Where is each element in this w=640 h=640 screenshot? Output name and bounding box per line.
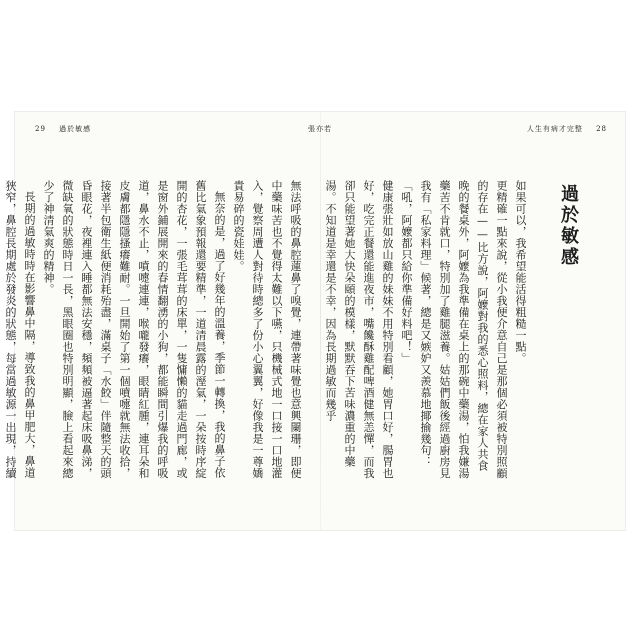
right-page-header (527, 124, 607, 134)
chapter-title: 過於敏感 (558, 184, 579, 268)
paragraph: 無奈的是，過了好幾年的溫養，季節一轉換，我的鼻子依舊比氣象預報還要精準，一道清晨露的溼氣，一朵按時序綻開的杏花，一張毛茸茸的床單，一隻慵懶的貓走過門廊，或是窗外鋪展開來的春情翻湧的小狗，都能瞬間引爆我的呼吸道，鼻水不止，噴嚏連連，喉嚨發癢，眼睛紅腫，連耳朵和皮膚都隱隱搔癢難耐。一旦開始了第一個噴嚏就無法收拾，接著半包衛生紙便消耗殆盡，滿桌子「水餃」伴隨整天的頭昏眼花，夜裡連入睡都無法安穩，頻頻被逼著起床吸鼻涕，微缺氧的狀態時日一長，黑眼圈也特別明顯，臉上看起來總少了神清氣爽的精神。 (42, 180, 226, 479)
paragraph: 如果可以，我希望能活得粗糙一點。 (514, 180, 527, 364)
author-name: 張亦若 (308, 125, 332, 133)
left-running-title: 過於敏感 (59, 125, 92, 133)
paragraph: 更精確一點來說，從小我便介意自己是那個必須被特別照顧的存在——比方說，阿嬤對我的悉心照料，總在家人共食晚的餐桌外，阿嬤為我準備在桌上的那碗中藥湯，怕我嫌湯藥苦不肯就口，特別加了雞腿滋養。姑姑們飯後經過廚房見我有「私家料理」候著，總是又嫉妒又羨慕地揶揄幾句：「吼，阿嬤都只給你準備好料吧！」 (400, 180, 508, 479)
paragraph: 無法呼吸的鼻腔蓮鼻了嗅覺，連帶著味覺也意興闌珊，即便中藥味苦也不覺得太難以下嚥，只機械式地一口接一口地灌入，覺察周遭人對待時總多了份小心翼翼，好像我是一尊嬌貴易碎的瓷娃娃。 (232, 180, 302, 479)
book-spread (4, 112, 625, 530)
left-page-number: 29 (35, 125, 46, 133)
paragraph: 長期的過敏時時在影響鼻中隔，導致我的鼻甲肥大，鼻道狹窄，鼻腔長期處於發炎的狀態，每當過敏源一出現，持續 (4, 180, 36, 479)
left-page-body (4, 180, 305, 480)
right-page-number: 28 (596, 125, 607, 133)
right-running-title: 人生有病才完整 (526, 125, 583, 133)
right-page-body (324, 180, 530, 480)
paragraph: 健康張壯如放山雞的妹妹不用特別看顧，她胃口好，腸胃也好，吃完正餐還能進夜市，嘴饞酥雞配啤酒健無恙憚，而我卻只能望著她大快朵頤的模樣，默默吞下苦味濃重的中藥湯。不知道是幸還是不幸，因為長期過敏而幾乎 (324, 180, 394, 479)
